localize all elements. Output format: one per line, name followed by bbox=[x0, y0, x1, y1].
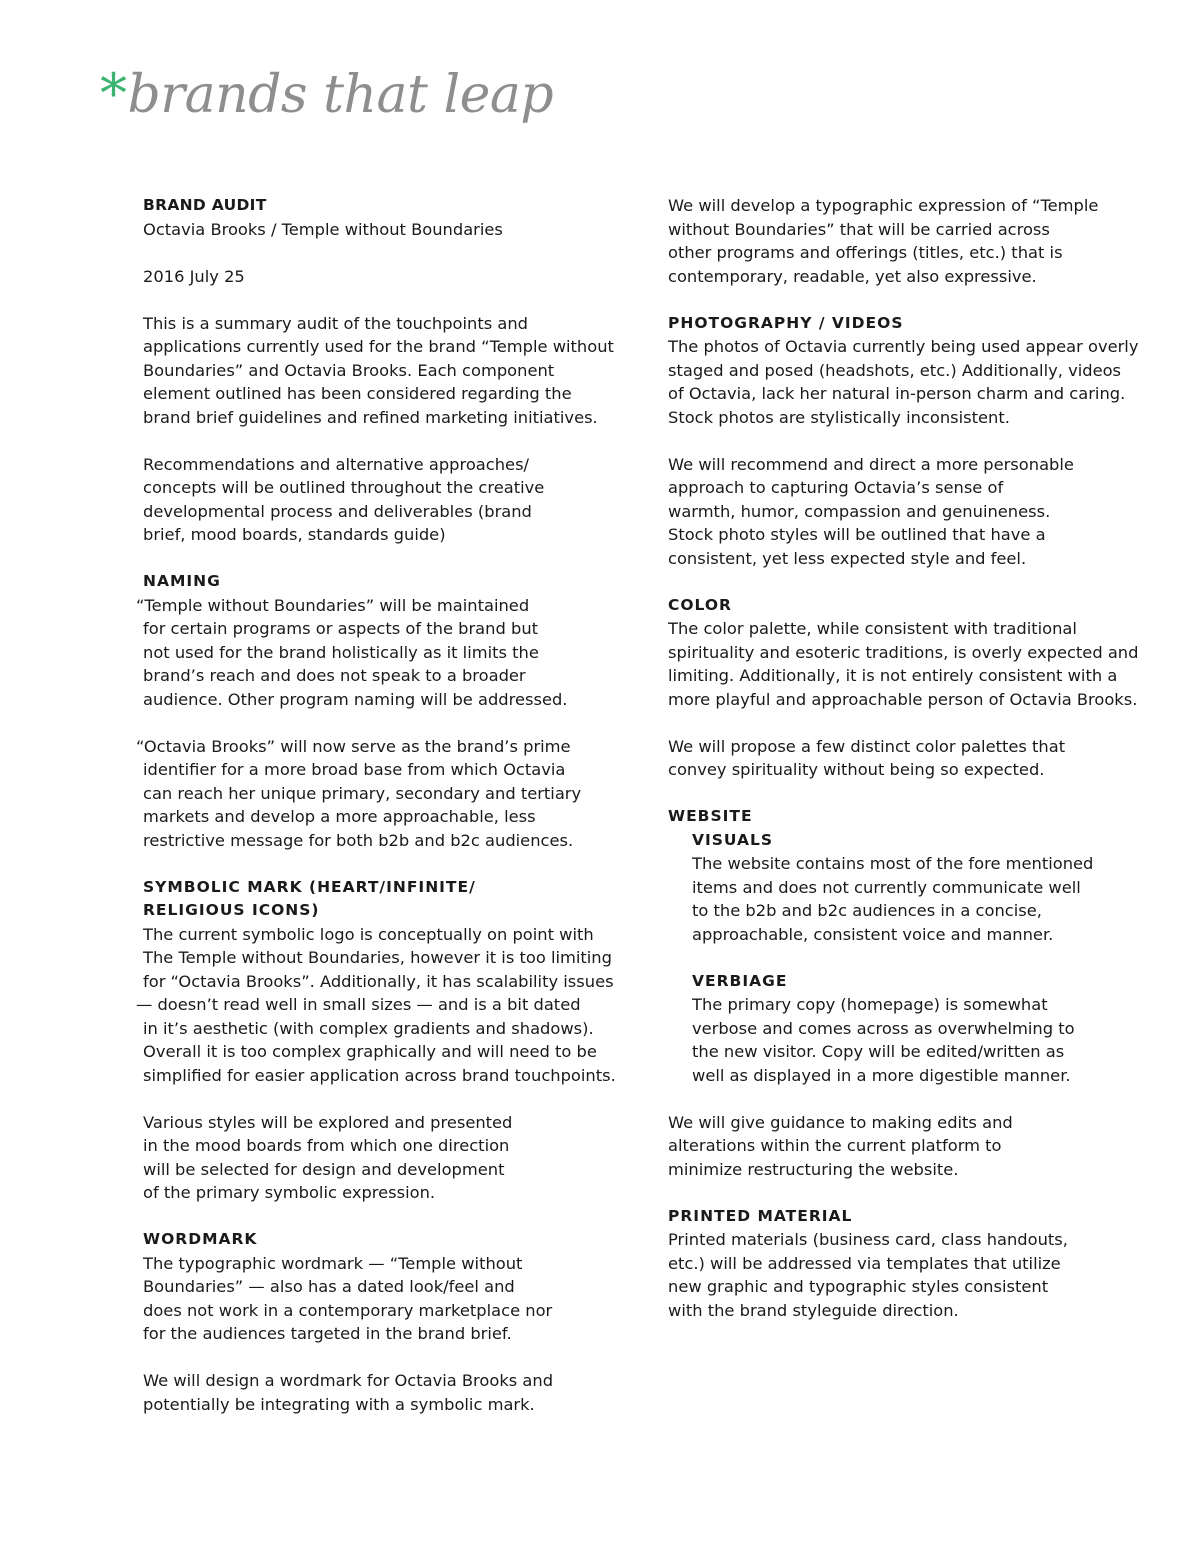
text-line: well as displayed in a more digestible manner. bbox=[692, 1065, 1071, 1085]
date-line: 2016 July 25 bbox=[143, 266, 245, 286]
text-line: brand brief guidelines and refined marketing initiatives. bbox=[143, 407, 598, 427]
text-line: brief, mood boards, standards guide) bbox=[143, 525, 446, 544]
text-line: brand’s reach and does not speak to a broader bbox=[143, 666, 526, 685]
text-line: new graphic and typographic styles consistent bbox=[668, 1277, 1049, 1296]
website-heading: WEBSITE bbox=[668, 807, 753, 825]
text-line: more playful and approachable person of Octavia Brooks. bbox=[668, 689, 1138, 709]
intro-paragraph bbox=[143, 312, 623, 430]
text-line: approach to capturing Octavia’s sense of bbox=[668, 478, 1004, 497]
text-line: The Temple without Boundaries, however it is too limiting bbox=[143, 948, 612, 967]
text-line: potentially be integrating with a symbolic mark. bbox=[143, 1394, 535, 1414]
text-line: Recommendations and alternative approaches/ bbox=[143, 454, 530, 474]
text-line: items and does not currently communicate well bbox=[692, 877, 1081, 897]
text-line: audience. Other program naming will be addressed. bbox=[143, 689, 568, 709]
symbolic-mark-heading-cont: RELIGIOUS ICONS) bbox=[143, 901, 320, 919]
symbolic-mark-heading: SYMBOLIC MARK (HEART/INFINITE/ bbox=[143, 877, 476, 896]
wordmark-paragraph-2 bbox=[143, 1369, 623, 1416]
text-line: The current symbolic logo is conceptually on point with bbox=[143, 924, 594, 944]
text-line: We will recommend and direct a more personable bbox=[668, 454, 1074, 474]
text-line: We will design a wordmark for Octavia Brooks and bbox=[143, 1371, 554, 1390]
text-line: alterations within the current platform to bbox=[668, 1136, 1002, 1155]
text-line: with the brand styleguide direction. bbox=[668, 1300, 959, 1320]
text-line: applications currently used for the brand “Temple without bbox=[143, 337, 614, 356]
recommendations-paragraph bbox=[143, 453, 623, 547]
text-line: element outlined has been considered regarding the bbox=[143, 384, 572, 403]
text-line: Stock photo styles will be outlined that have a bbox=[668, 525, 1046, 544]
asterisk-icon: * bbox=[100, 62, 127, 125]
text-line: does not work in a contemporary marketplace nor bbox=[143, 1300, 553, 1320]
text-line: The typographic wordmark — “Temple without bbox=[143, 1253, 523, 1273]
text-line: concepts will be outlined throughout the creative bbox=[143, 478, 545, 497]
text-line: We will give guidance to making edits and bbox=[668, 1112, 1013, 1132]
brand-audit-heading: BRAND AUDIT bbox=[143, 196, 267, 214]
text-line: identifier for a more broad base from which Octavia bbox=[143, 760, 566, 779]
logo-wordmark: brands that leap bbox=[127, 65, 554, 125]
text-line: warmth, humor, compassion and genuineness. bbox=[668, 501, 1051, 521]
visuals-section bbox=[668, 829, 1138, 1088]
printed-material-heading: PRINTED MATERIAL bbox=[668, 1206, 853, 1225]
text-line: for certain programs or aspects of the brand but bbox=[143, 619, 539, 638]
client-line: Octavia Brooks / Temple without Boundaries bbox=[143, 219, 503, 239]
text-line: other programs and offerings (titles, etc.) that is bbox=[668, 243, 1063, 262]
text-line: The color palette, while consistent with traditional bbox=[668, 619, 1077, 638]
text-line: will be selected for design and development bbox=[143, 1159, 505, 1179]
text-line: restrictive message for both b2b and b2c audiences. bbox=[143, 830, 574, 850]
text-line: of Octavia, lack her natural in-person charm and caring. bbox=[668, 384, 1126, 403]
text-line: We will develop a typographic expression of “Temple bbox=[668, 196, 1099, 215]
symbolic-paragraph-1 bbox=[136, 923, 623, 1088]
photography-heading: PHOTOGRAPHY / VIDEOS bbox=[668, 313, 904, 332]
text-line: in the mood boards from which one direction bbox=[143, 1136, 510, 1155]
photography-paragraph-2 bbox=[668, 453, 1138, 571]
naming-paragraph-2 bbox=[136, 735, 623, 853]
text-line: We will propose a few distinct color palettes that bbox=[668, 736, 1066, 756]
text-line: The website contains most of the fore mentioned bbox=[692, 854, 1094, 873]
left-column bbox=[136, 194, 623, 1416]
text-line: Overall it is too complex graphically and will need to be bbox=[143, 1042, 597, 1061]
photography-paragraph-1 bbox=[668, 335, 1138, 429]
text-line: — doesn’t read well in small sizes — and is a bit dated bbox=[136, 995, 581, 1014]
text-line: minimize restructuring the website. bbox=[668, 1159, 959, 1179]
text-line: “Octavia Brooks” will now serve as the brand’s prime bbox=[136, 736, 571, 756]
text-line: to the b2b and b2c audiences in a concise, bbox=[692, 901, 1042, 920]
text-line: not used for the brand holistically as it limits the bbox=[143, 642, 539, 662]
color-heading: COLOR bbox=[668, 595, 732, 614]
text-line: contemporary, readable, yet also expressive. bbox=[668, 266, 1037, 286]
text-line: limiting. Additionally, it is not entirely consistent with a bbox=[668, 666, 1118, 685]
text-line: Boundaries” — also has a dated look/feel and bbox=[143, 1277, 515, 1296]
printed-material-paragraph bbox=[668, 1228, 1138, 1322]
text-line: without Boundaries” that will be carried across bbox=[668, 219, 1050, 239]
text-line: Boundaries” and Octavia Brooks. Each component bbox=[143, 360, 555, 380]
text-line: Printed materials (business card, class handouts, bbox=[668, 1230, 1068, 1249]
right-column bbox=[668, 194, 1138, 1322]
text-line: can reach her unique primary, secondary and tertiary bbox=[143, 783, 582, 803]
symbolic-paragraph-2 bbox=[143, 1111, 623, 1205]
text-line: This is a summary audit of the touchpoints and bbox=[143, 313, 529, 333]
text-line: verbose and comes across as overwhelming to bbox=[692, 1018, 1075, 1038]
text-line: Various styles will be explored and presented bbox=[143, 1112, 513, 1132]
text-line: developmental process and deliverables (brand bbox=[143, 501, 532, 521]
wordmark-heading: WORDMARK bbox=[143, 1230, 258, 1248]
naming-paragraph-1 bbox=[136, 594, 623, 712]
text-line: approachable, consistent voice and manner. bbox=[692, 924, 1054, 944]
text-line: The primary copy (homepage) is somewhat bbox=[692, 995, 1048, 1014]
text-line: convey spirituality without being so expected. bbox=[668, 760, 1045, 779]
text-line: “Temple without Boundaries” will be maintained bbox=[136, 595, 530, 615]
website-paragraph bbox=[668, 1111, 1138, 1182]
text-line: etc.) will be addressed via templates that utilize bbox=[668, 1253, 1061, 1273]
text-line: The photos of Octavia currently being used appear overly bbox=[668, 337, 1139, 356]
text-line: Stock photos are stylistically inconsistent. bbox=[668, 407, 1010, 427]
naming-heading: NAMING bbox=[143, 572, 221, 590]
text-line: staged and posed (headshots, etc.) Additionally, videos bbox=[668, 360, 1122, 380]
color-paragraph-2 bbox=[668, 735, 1138, 782]
text-line: simplified for easier application across brand touchpoints. bbox=[143, 1065, 616, 1085]
color-paragraph-1 bbox=[668, 617, 1138, 711]
verbiage-heading: VERBIAGE bbox=[692, 971, 788, 990]
text-line: markets and develop a more approachable, less bbox=[143, 807, 536, 826]
text-line: for the audiences targeted in the brand brief. bbox=[143, 1324, 512, 1343]
text-line: the new visitor. Copy will be edited/written as bbox=[692, 1042, 1065, 1061]
text-line: of the primary symbolic expression. bbox=[143, 1183, 436, 1202]
visuals-heading: VISUALS bbox=[692, 830, 774, 849]
text-line: consistent, yet less expected style and feel. bbox=[668, 548, 1027, 568]
typographic-paragraph bbox=[668, 194, 1138, 288]
brand-logo bbox=[100, 62, 553, 142]
text-line: spirituality and esoteric traditions, is overly expected and bbox=[668, 642, 1139, 662]
text-line: in it’s aesthetic (with complex gradients and shadows). bbox=[143, 1018, 594, 1038]
text-line: for “Octavia Brooks”. Additionally, it has scalability issues bbox=[143, 971, 614, 991]
wordmark-paragraph-1 bbox=[143, 1252, 623, 1346]
